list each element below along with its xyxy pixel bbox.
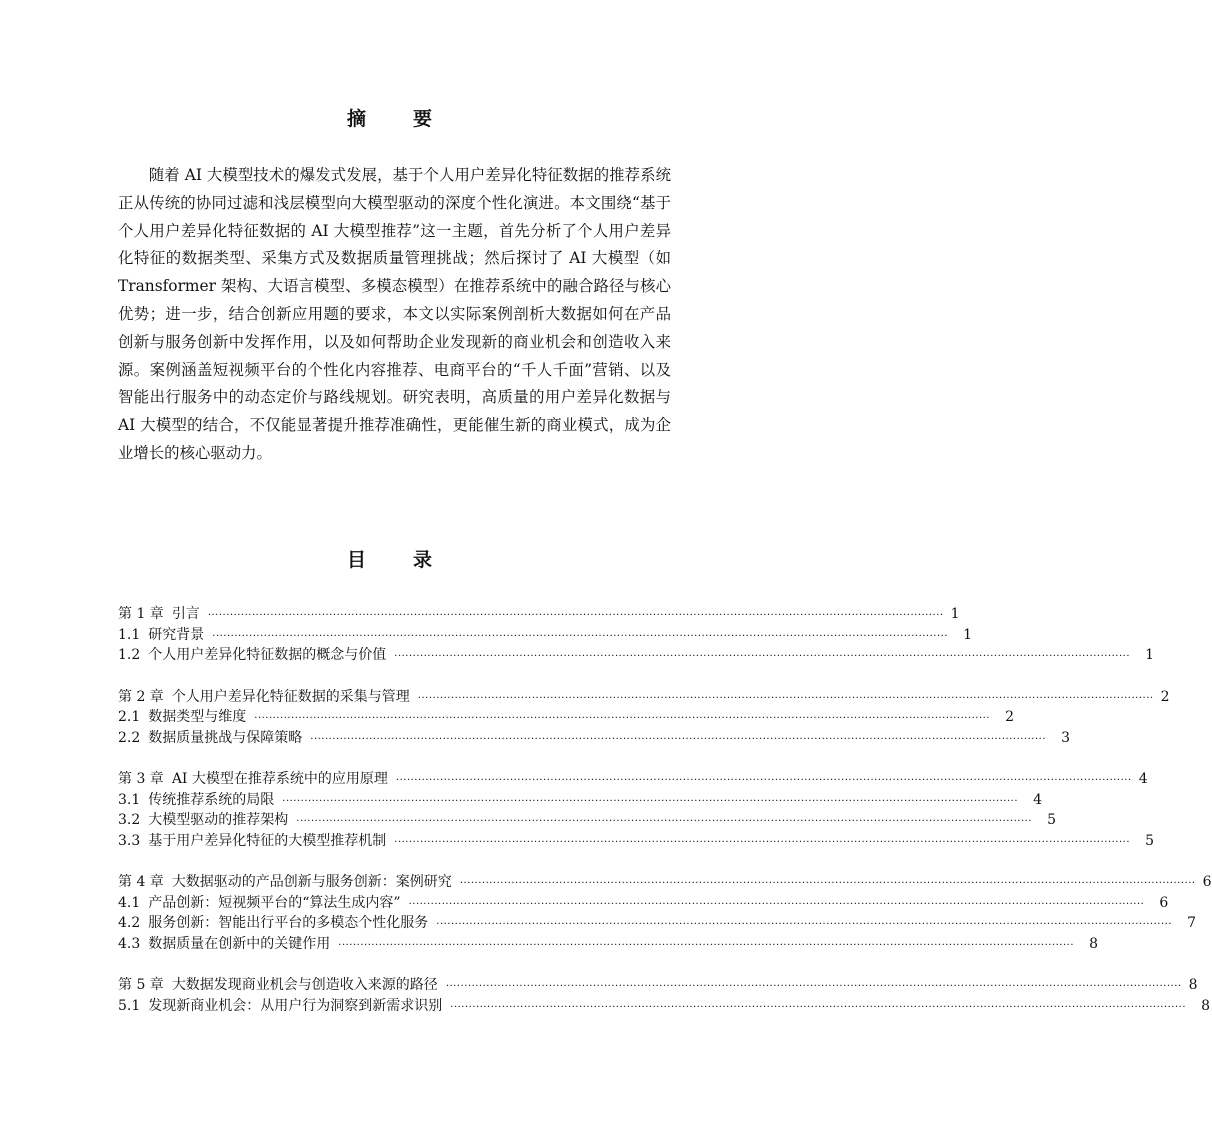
toc-section-entry[interactable] xyxy=(118,934,1099,955)
toc-entry-number: 3.3 xyxy=(118,832,141,849)
toc-leader-dots: ········································································································································································································ xyxy=(254,713,991,724)
toc-entry-page: 1 xyxy=(950,606,960,622)
toc-leader-dots: ········································································································································································································ xyxy=(394,836,1131,848)
toc-entry-title: 研究背景 xyxy=(148,626,205,643)
toc-leader-dots: ········································································································································································································ xyxy=(207,610,944,621)
toc-entry-number: 第 2 章 xyxy=(118,688,164,705)
toc-entry-page: 4 xyxy=(1033,791,1043,808)
toc-group xyxy=(118,975,1211,1016)
toc-entry-page: 5 xyxy=(1145,832,1155,849)
toc-entry-title: 数据质量挑战与保障策略 xyxy=(148,729,303,746)
toc-entry-number: 2.1 xyxy=(118,709,141,725)
toc-leader-dots: ········································································································································································································ xyxy=(212,630,949,642)
toc-entry-number: 3.2 xyxy=(118,812,141,828)
toc-entry-page: 8 xyxy=(1188,977,1198,993)
toc-leader-dots: ········································································································································································································ xyxy=(445,981,1182,992)
toc-entry-page: 6 xyxy=(1202,874,1212,890)
toc-entry-title: 个人用户差异化特征数据的概念与价值 xyxy=(148,647,387,663)
toc-entry-number: 4.2 xyxy=(118,915,141,931)
toc-entry-title: 基于用户差异化特征的大模型推荐机制 xyxy=(148,832,387,849)
toc-entry-number: 4.3 xyxy=(118,935,141,952)
toc-entry-title: 产品创新：短视频平台的“算法生成内容” xyxy=(148,894,401,911)
toc-entry-page: 7 xyxy=(1187,915,1197,931)
toc-entry-title: 大数据发现商业机会与创造收入来源的路径 xyxy=(171,977,438,993)
toc-leader-dots: ········································································································································································································ xyxy=(282,795,1019,807)
toc-entry-page: 8 xyxy=(1201,997,1211,1014)
toc-entry-number: 4.1 xyxy=(118,894,141,911)
toc-chapter-entry[interactable] xyxy=(118,975,1198,996)
toc-leader-dots: ········································································································································································································ xyxy=(395,775,1132,786)
toc-chapter-entry[interactable] xyxy=(118,687,1170,708)
toc-section-entry[interactable] xyxy=(118,913,1197,934)
toc-leader-dots: ········································································································································································································ xyxy=(436,919,1173,930)
toc-section-entry[interactable] xyxy=(118,645,1155,666)
toc-group xyxy=(118,872,1212,954)
toc-entry-title: AI 大模型在推荐系统中的应用原理 xyxy=(171,771,388,787)
toc-entry-title: 传统推荐系统的局限 xyxy=(148,791,275,808)
toc-entry-page: 4 xyxy=(1138,771,1148,787)
toc-section-entry[interactable] xyxy=(118,790,1043,811)
toc-entry-number: 1.1 xyxy=(118,626,141,643)
toc-entry-number: 5.1 xyxy=(118,997,141,1014)
toc-entry-title: 服务创新：智能出行平台的多模态个性化服务 xyxy=(148,915,429,931)
toc-group xyxy=(118,687,1170,749)
abstract-text: 随着 AI 大模型技术的爆发式发展，基于个人用户差异化特征数据的推荐系统正从传统的协同过滤和浅层模型向大模型驱动的深度个性化演进。本文围绕“基于个人用户差异化特征数据的 AI 大模型推荐”这一主题，首先分析了个人用户差异化特征的数据类型、采集方式及数据质量管理挑战；然后探讨了 AI 大模型（如 Transformer 架构、大语言模型、多模态模型）在推荐系统中的融合路径与核心优势；进一步，结合创新应用题的要求，本文以实际案例剖析大数据如何在产品创新与服务创新中发挥作用，以及如何帮助企业发现新的商业机会和创造收入来源。案例涵盖短视频平台的个性化内容推荐、电商平台的“千人千面”营销、以及智能出行服务中的动态定价与路线规划。研究表明，高质量的用户差异化数据与 AI 大模型的结合，不仅能显著提升推荐准确性，更能催生新的商业模式，成为企业增长的核心驱动力。 xyxy=(118,166,671,462)
toc-leader-dots: ········································································································································································································ xyxy=(417,692,1154,704)
toc-entry-number: 1.2 xyxy=(118,647,141,663)
toc-entry-page: 2 xyxy=(1160,688,1170,705)
toc-group xyxy=(118,604,1155,666)
toc-entry-number: 第 5 章 xyxy=(118,977,164,993)
toc-entry-number: 第 1 章 xyxy=(118,606,164,622)
toc-entry-number: 3.1 xyxy=(118,791,141,808)
toc-entry-page: 5 xyxy=(1047,812,1057,828)
toc-heading: 目 录 xyxy=(346,549,446,571)
toc-entry-page: 1 xyxy=(963,626,973,643)
toc-entry-page: 8 xyxy=(1089,935,1099,952)
toc-group xyxy=(118,769,1155,851)
toc-leader-dots: ········································································································································································································ xyxy=(394,651,1131,662)
toc-entry-page: 3 xyxy=(1061,729,1071,746)
toc-chapter-entry[interactable] xyxy=(118,769,1148,790)
abstract-heading: 摘 要 xyxy=(346,108,446,130)
toc-entry-title: 大模型驱动的推荐架构 xyxy=(148,812,289,828)
toc-section-entry[interactable] xyxy=(118,831,1155,852)
toc-section-entry[interactable] xyxy=(118,893,1169,914)
toc-entry-number: 第 3 章 xyxy=(118,771,164,787)
toc-section-entry[interactable] xyxy=(118,728,1071,749)
toc-chapter-entry[interactable] xyxy=(118,872,1212,893)
toc-entry-number: 2.2 xyxy=(118,729,141,746)
toc-section-entry[interactable] xyxy=(118,810,1057,831)
toc-section-entry[interactable] xyxy=(118,625,973,646)
toc-entry-title: 数据质量在创新中的关键作用 xyxy=(148,935,331,952)
toc-leader-dots: ········································································································································································································ xyxy=(338,939,1075,951)
toc-entry-title: 大数据驱动的产品创新与服务创新：案例研究 xyxy=(171,874,452,890)
toc-entry-number: 第 4 章 xyxy=(118,874,164,890)
toc-entry-title: 发现新商业机会：从用户行为洞察到新需求识别 xyxy=(148,997,443,1014)
toc-chapter-entry[interactable] xyxy=(118,604,960,625)
toc-entry-page: 6 xyxy=(1159,894,1169,911)
toc-leader-dots: ········································································································································································································ xyxy=(408,898,1145,910)
toc-leader-dots: ········································································································································································································ xyxy=(450,1001,1187,1013)
toc-entry-title: 个人用户差异化特征数据的采集与管理 xyxy=(171,688,410,705)
toc-entry-title: 引言 xyxy=(171,606,200,622)
toc-leader-dots: ········································································································································································································ xyxy=(296,816,1033,827)
toc-entry-page: 2 xyxy=(1005,709,1015,725)
toc-section-entry[interactable] xyxy=(118,707,1015,728)
toc-section-entry[interactable] xyxy=(118,996,1211,1017)
toc-entry-page: 1 xyxy=(1145,647,1155,663)
table-of-contents xyxy=(118,604,1212,1037)
toc-leader-dots: ········································································································································································································ xyxy=(459,878,1196,889)
toc-leader-dots: ········································································································································································································ xyxy=(310,733,1047,745)
toc-entry-title: 数据类型与维度 xyxy=(148,709,247,725)
